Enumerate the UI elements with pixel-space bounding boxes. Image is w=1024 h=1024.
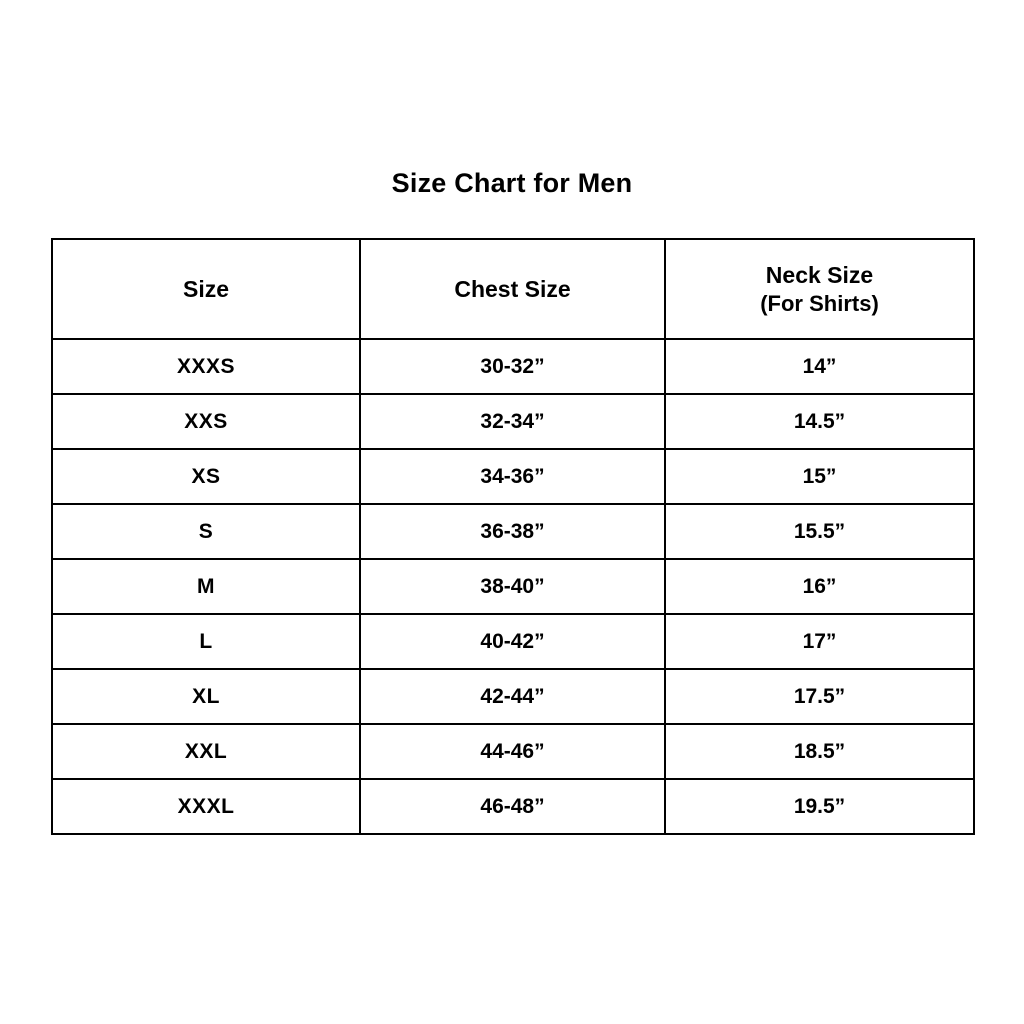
table-body xyxy=(52,339,974,834)
cell-neck: 17.5” xyxy=(665,669,974,724)
table-row xyxy=(52,449,974,504)
table-row xyxy=(52,669,974,724)
size-chart-table xyxy=(51,238,975,835)
cell-size: M xyxy=(52,559,360,614)
page-title: Size Chart for Men xyxy=(391,168,633,198)
table-header-row xyxy=(52,239,974,339)
column-header-size-label: Size xyxy=(182,275,230,302)
cell-neck: 16” xyxy=(665,559,974,614)
cell-chest: 46-48” xyxy=(360,779,665,834)
table-row xyxy=(52,504,974,559)
cell-neck: 19.5” xyxy=(665,779,974,834)
cell-size: XXL xyxy=(52,724,360,779)
column-header-neck-sublabel: (For Shirts) xyxy=(760,290,879,316)
cell-chest: 40-42” xyxy=(360,614,665,669)
cell-chest: 38-40” xyxy=(360,559,665,614)
column-header-chest xyxy=(360,239,665,339)
cell-chest: 34-36” xyxy=(360,449,665,504)
table-row xyxy=(52,339,974,394)
table-row xyxy=(52,724,974,779)
cell-size: L xyxy=(52,614,360,669)
cell-chest: 36-38” xyxy=(360,504,665,559)
cell-neck: 14.5” xyxy=(665,394,974,449)
cell-neck: 14” xyxy=(665,339,974,394)
table-header xyxy=(52,239,974,339)
cell-neck: 15.5” xyxy=(665,504,974,559)
table-row xyxy=(52,394,974,449)
cell-size: XL xyxy=(52,669,360,724)
size-chart-table-wrapper xyxy=(51,238,973,835)
table-row xyxy=(52,779,974,834)
cell-chest: 42-44” xyxy=(360,669,665,724)
column-header-size xyxy=(52,239,360,339)
cell-chest: 32-34” xyxy=(360,394,665,449)
cell-size: XS xyxy=(52,449,360,504)
cell-size: XXXL xyxy=(52,779,360,834)
cell-neck: 17” xyxy=(665,614,974,669)
cell-size: XXXS xyxy=(52,339,360,394)
column-header-neck-label: Neck Size xyxy=(765,261,874,288)
cell-chest: 44-46” xyxy=(360,724,665,779)
column-header-neck xyxy=(665,239,974,339)
table-row xyxy=(52,559,974,614)
cell-size: S xyxy=(52,504,360,559)
cell-chest: 30-32” xyxy=(360,339,665,394)
cell-neck: 18.5” xyxy=(665,724,974,779)
cell-size: XXS xyxy=(52,394,360,449)
cell-neck: 15” xyxy=(665,449,974,504)
column-header-chest-label: Chest Size xyxy=(454,275,571,302)
table-row xyxy=(52,614,974,669)
